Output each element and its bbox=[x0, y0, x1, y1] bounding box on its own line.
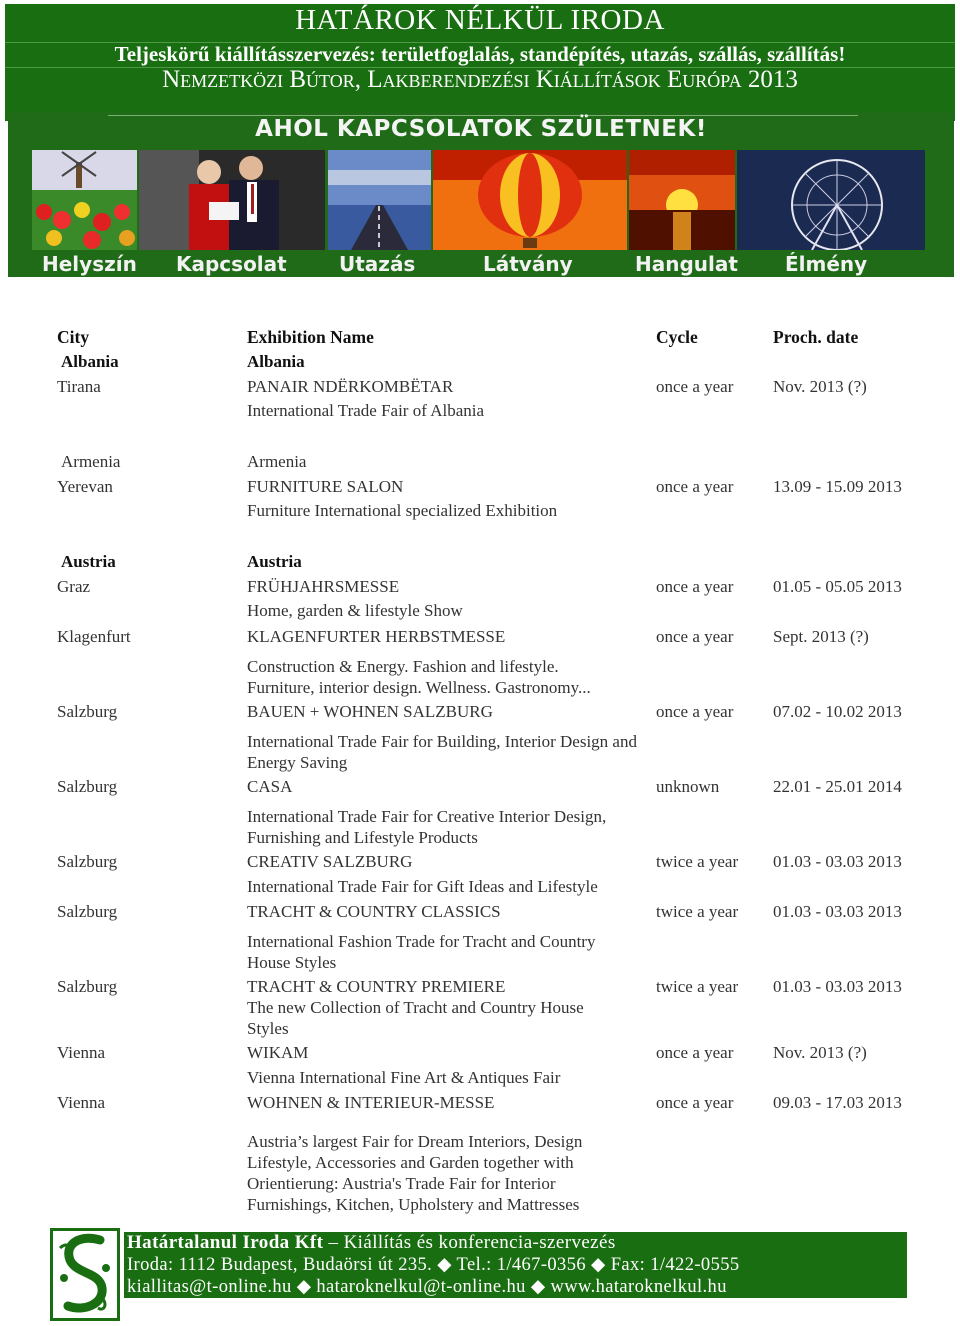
exhibition-description: International Trade Fair for Gift Ideas and Lifestyle bbox=[247, 877, 598, 896]
exhibition-name: BAUEN + WOHNEN SALZBURG bbox=[247, 702, 493, 721]
city-cell: Salzburg bbox=[57, 702, 118, 721]
exhibition-description: International Trade Fair for Building, Interior Design and Energy Saving bbox=[247, 732, 637, 772]
footer-web-line bbox=[124, 1276, 907, 1298]
phone-number: Tel.: 1/467-0356 bbox=[456, 1255, 586, 1275]
banner-caption: Helyszín bbox=[42, 252, 137, 276]
tulips-photo bbox=[32, 150, 137, 250]
diamond-icon: ◆ bbox=[437, 1255, 452, 1275]
website-link[interactable]: www.hataroknelkul.hu bbox=[550, 1277, 727, 1297]
date-cell: 09.03 - 17.03 2013 bbox=[773, 1093, 902, 1112]
banner-caption: Utazás bbox=[339, 252, 416, 276]
diamond-icon: ◆ bbox=[591, 1255, 606, 1275]
exhibition-description: International Trade Fair for Creative Interior Design, Furnishing and Lifestyle Products bbox=[247, 807, 607, 847]
exhibition-description: Home, garden & lifestyle Show bbox=[247, 601, 463, 620]
exhibition-description: International Fashion Trade for Tracht and Country House Styles bbox=[247, 932, 596, 972]
date-cell: 01.03 - 03.03 2013 bbox=[773, 977, 902, 996]
banner-caption: Élmény bbox=[785, 252, 868, 276]
exhibition-name: WIKAM bbox=[247, 1043, 309, 1062]
date-cell: Sept. 2013 (?) bbox=[773, 627, 869, 646]
hot-air-balloon-photo bbox=[433, 150, 627, 250]
diamond-icon: ◆ bbox=[296, 1277, 312, 1297]
diamond-icon: ◆ bbox=[530, 1277, 546, 1297]
city-cell: Vienna bbox=[57, 1043, 106, 1062]
ferris-wheel-photo bbox=[737, 150, 925, 250]
cycle-cell: once a year bbox=[656, 577, 734, 596]
exhibition-description: International Trade Fair of Albania bbox=[247, 401, 485, 420]
office-address: Iroda: 1112 Budapest, Budaörsi út 235. bbox=[127, 1255, 433, 1275]
city-cell: Salzburg bbox=[57, 977, 118, 996]
city-cell: Yerevan bbox=[57, 477, 113, 496]
cycle-cell: once a year bbox=[656, 702, 734, 721]
city-cell: Salzburg bbox=[57, 777, 118, 796]
email-link-1[interactable]: kiallitas@t-online.hu bbox=[127, 1277, 292, 1297]
city-cell: Tirana bbox=[57, 377, 101, 396]
date-cell: 22.01 - 25.01 2014 bbox=[773, 777, 902, 796]
exhibition-name: PANAIR NDËRKOMBËTAR bbox=[247, 377, 454, 396]
road-photo bbox=[328, 150, 431, 250]
column-header-name: Exhibition Name bbox=[247, 327, 374, 347]
date-cell: 01.03 - 03.03 2013 bbox=[773, 902, 902, 921]
exhibition-name: FURNITURE SALON bbox=[247, 477, 404, 496]
exhibition-name: WOHNEN & INTERIEUR-MESSE bbox=[247, 1093, 495, 1112]
exhibition-description: Furniture International specialized Exhibition bbox=[247, 501, 558, 520]
cycle-cell: twice a year bbox=[656, 902, 739, 921]
cycle-cell: once a year bbox=[656, 1093, 734, 1112]
city-cell: Graz bbox=[57, 577, 91, 596]
email-link-2[interactable]: hataroknelkul@t-online.hu bbox=[316, 1277, 526, 1297]
banner-caption: Kapcsolat bbox=[176, 252, 287, 276]
date-cell: 13.09 - 15.09 2013 bbox=[773, 477, 902, 496]
exhibition-description: Construction & Energy. Fashion and lifestyle. Furniture, interior design. Wellness. Gastronomy... bbox=[247, 657, 591, 697]
exhibition-description: Vienna International Fine Art & Antiques Fair bbox=[247, 1068, 561, 1087]
date-cell: 07.02 - 10.02 2013 bbox=[773, 702, 902, 721]
sunset-sea-photo bbox=[629, 150, 735, 250]
column-header-cycle: Cycle bbox=[656, 327, 698, 347]
cycle-cell: once a year bbox=[656, 477, 734, 496]
country-label: Austria bbox=[247, 552, 302, 571]
column-header-city: City bbox=[57, 327, 90, 347]
company-logo bbox=[50, 1228, 120, 1321]
country-label: Armenia bbox=[61, 452, 121, 471]
fax-number: Fax: 1/422-0555 bbox=[610, 1255, 740, 1275]
column-header-date: Proch. date bbox=[773, 327, 859, 347]
exhibition-name: TRACHT & COUNTRY CLASSICS bbox=[247, 902, 501, 921]
exhibition-name: CASA bbox=[247, 777, 293, 796]
footer-dash: – bbox=[328, 1232, 339, 1253]
city-cell: Salzburg bbox=[57, 902, 118, 921]
footer bbox=[50, 1228, 910, 1321]
exhibition-name: TRACHT & COUNTRY PREMIERE bbox=[247, 977, 506, 996]
country-label: Albania bbox=[247, 352, 305, 371]
country-label: Armenia bbox=[247, 452, 307, 471]
company-name: Határtalanul Iroda Kft bbox=[127, 1232, 324, 1253]
country-label: Albania bbox=[61, 352, 119, 371]
city-cell: Klagenfurt bbox=[57, 627, 131, 646]
exhibition-description: The new Collection of Tracht and Country House Styles bbox=[247, 998, 584, 1038]
exhibition-name: CREATIV SALZBURG bbox=[247, 852, 413, 871]
cycle-cell: once a year bbox=[656, 1043, 734, 1062]
city-cell: Vienna bbox=[57, 1093, 106, 1112]
banner-caption: Hangulat bbox=[635, 252, 738, 276]
exhibition-description: Austria’s largest Fair for Dream Interiors, Design Lifestyle, Accessories and Garden together with Orientierung: Austria's Trade Fair for Interior Furnishings, Kitchen, Upholstery and Mattresses bbox=[247, 1132, 583, 1214]
exhibition-name: FRÜHJAHRSMESSE bbox=[247, 577, 400, 596]
country-label: Austria bbox=[61, 552, 116, 571]
footer-contact-line bbox=[124, 1254, 907, 1276]
cycle-cell: once a year bbox=[656, 627, 734, 646]
company-tagline: Kiállítás és konferencia-szervezés bbox=[343, 1232, 616, 1253]
cycle-cell: twice a year bbox=[656, 852, 739, 871]
date-cell: Nov. 2013 (?) bbox=[773, 377, 867, 396]
date-cell: 01.03 - 03.03 2013 bbox=[773, 852, 902, 871]
city-cell: Salzburg bbox=[57, 852, 118, 871]
promo-banner bbox=[8, 112, 954, 277]
page-headline: Nemzetközi Bútor, Lakberendezési Kiállítások Európa 2013 bbox=[162, 66, 798, 93]
cycle-cell: once a year bbox=[656, 377, 734, 396]
banner-slogan: AHOL KAPCSOLATOK SZÜLETNEK! bbox=[255, 116, 707, 142]
business-people-photo bbox=[139, 150, 325, 250]
cycle-cell: twice a year bbox=[656, 977, 739, 996]
page-title: HATÁROK NÉLKÜL IRODA bbox=[295, 4, 665, 36]
footer-company-line bbox=[124, 1232, 907, 1254]
exhibition-name: KLAGENFURTER HERBSTMESSE bbox=[247, 627, 506, 646]
date-cell: 01.05 - 05.05 2013 bbox=[773, 577, 902, 596]
date-cell: Nov. 2013 (?) bbox=[773, 1043, 867, 1062]
cycle-cell: unknown bbox=[656, 777, 720, 796]
banner-caption: Látvány bbox=[483, 252, 573, 276]
page-subtitle: Teljeskörű kiállításszervezés: területfoglalás, standépítés, utazás, szállás, szállítás! bbox=[114, 42, 846, 66]
header-band bbox=[5, 4, 955, 121]
